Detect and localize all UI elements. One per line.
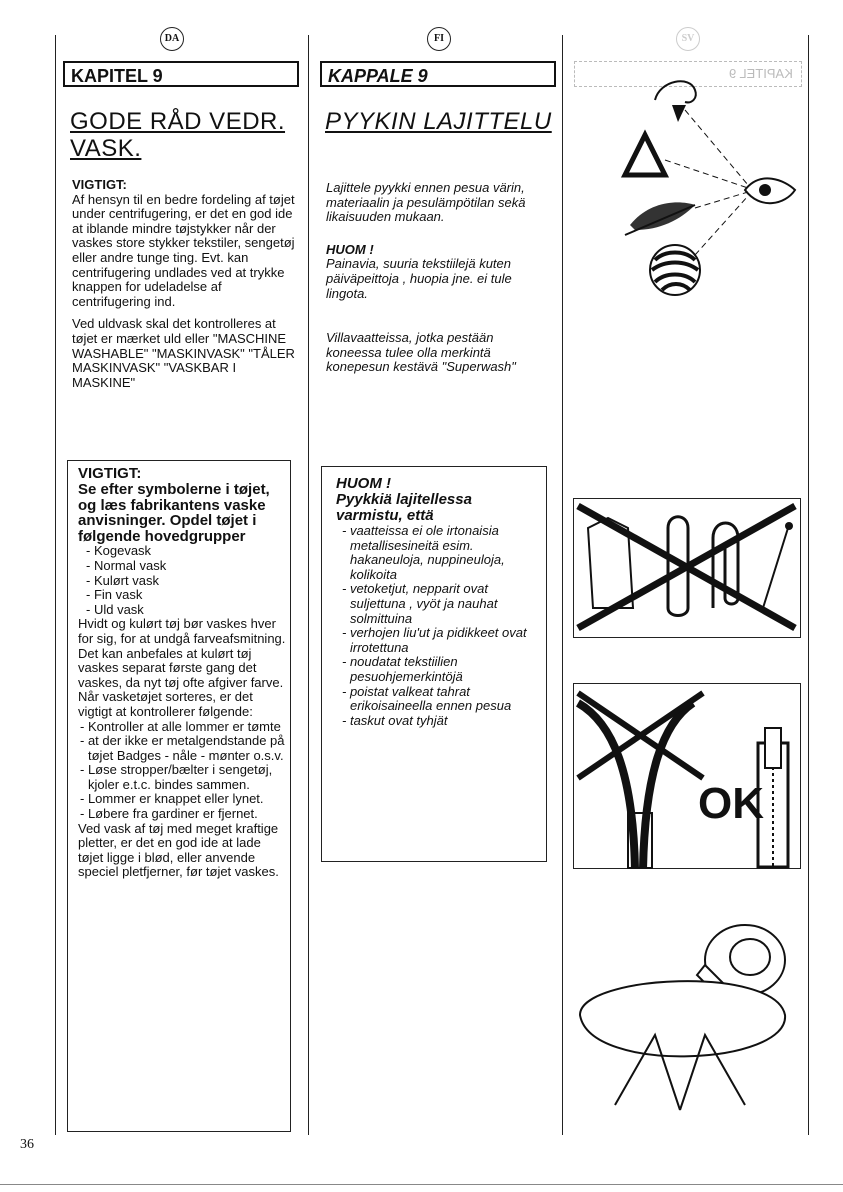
fi-checks-list [336,524,540,728]
heading-da [70,108,300,162]
box-intro: Pyykkiä lajitellessa varmistu, että [336,491,472,524]
huom-body: Painavia, suuria tekstiilejä kuten päiväpeittoja , huopia jne. ei tule lingota. [326,256,512,301]
hanger-icon [655,81,696,102]
list-item: - vaatteissa ei ole irtonaisia metallisesineitä esim. hakaneuloja, nuppineuloja, kolikoita [340,524,540,582]
column-rule-fi-sv [562,35,563,1135]
language-badge-da: DA [160,27,184,51]
list-item: - Kulørt vask [84,574,288,589]
crossed-metal-items-illustration [573,498,801,638]
list-item: - poistat valkeat tahrat erikoisaineella ennen pesua [340,685,540,714]
list-item: - taskut ovat tyhjät [340,714,540,729]
huom-title: HUOM ! [326,241,374,257]
vigtigt-section-da [72,178,300,390]
feather-icon [630,202,695,230]
chapter-label-da [63,61,299,87]
list-item: - verhojen liu'ut ja pidikkeet ovat irrotettuna [340,626,540,655]
list-item: - Kontroller at alle lommer er tømte [78,720,288,735]
list-item: - Løse stropper/bælter i sengetøj, kjoler e.t.c. bindes sammen. [78,763,288,792]
heading-fi: PYYKIN LAJITTELU [325,108,552,135]
fi-text-section [326,181,551,375]
pin-icon [763,528,788,608]
kulort-text: Hvidt og kulørt tøj bør vaskes hver for sig, for at undgå farveafsmitning. Det kan anbefales at kulørt tøj vaskes separat første gang det vaskes, da nyt tøj ofte afgiver farve. Når vasketøjet sorteres, er det vigtigt at kontrollerer følgende: [78,616,286,719]
vigtigt-body: Af hensyn til en bedre fordeling af tøjet under centrifugering, er det en god ide at iblande mindre tøjstykker når der vaskes store stykker tekstiler, sengetøj eller andre tunge ting. Evt. kan centrifugering undlades ved at trykke knappen for udeladelse af centrifugering ind. [72,191,295,309]
vigtigt-title: VIGTIGT: [72,177,127,192]
shirt-collar-icon [580,981,785,1110]
box-title: HUOM ! [336,475,391,492]
chapter-label-text: KAPITEL 9 [71,66,163,86]
list-item: - at der ikke er metalgendstande på tøjet Badges - nåle - mønter o.s.v. [78,734,288,763]
list-item: - Lommer er knappet eller lynet. [78,792,288,807]
bottom-rule [0,1184,843,1185]
list-item: - Løbere fra gardiner er fjernet. [78,807,288,822]
list-item: - Fin vask [84,588,288,603]
column-rule-left [55,35,56,1135]
language-badge-fi: FI [427,27,451,51]
chapter-label-fi [320,61,556,87]
stain-remover-illustration [575,905,803,1115]
closing-text: Ved vask af tøj med meget kraftige pletter, er det en god ide at lade tøjet ligge i blød, eller anvende speciel pletfjerner, før tøjet vaskes. [78,820,279,880]
language-badge-sv: SV [676,27,700,51]
zipper-illustration [573,683,801,869]
open-zipper-icon [578,703,693,869]
wool-ball-icon [650,245,700,295]
column-rule-right [808,35,809,1135]
column-rule-da-fi [308,35,309,1135]
sorting-symbols-illustration [600,60,800,320]
list-item: - vetoketjut, nepparit ovat suljettuna , vyöt ja nauhat solmittuina [340,582,540,626]
list-item: - Kogevask [84,544,288,559]
important-box-content-da [78,466,288,880]
intro-text: Lajittele pyykki ennen pesua värin, materiaalin ja pesulämpötilan sekä likaisuuden mukaan. [326,180,526,225]
chapter-label-sv-text: KAPITEL 9 [729,66,793,81]
list-item: - noudatat tekstiilien pesuohjemerkintöjä [340,655,540,684]
heading-line-2: VASK. [70,135,142,162]
triangle-symbol-icon [625,135,665,175]
chapter-label-text: KAPPALE 9 [328,66,428,86]
list-item: - Uld vask [84,603,288,618]
villa-text: Villavaatteissa, jotka pestään koneessa tulee olla merkintä konepesun kestävä "Superwash" [326,330,516,375]
uldvask-text: Ved uldvask skal det kontrolleres at tøjet er mærket uld eller "MASCHINE WASHABLE" "MASKINVASK" "TÅLER MASKINVASK" "VASKBAR I MASKINE" [72,316,295,390]
ok-label: OK [698,779,764,828]
list-item: - Normal vask [84,559,288,574]
box-intro: Se efter symbolerne i tøjet, og læs fabrikantens vaske anvisninger. Opdel tøjet i følgende hovedgrupper [78,481,270,545]
important-box-content-fi [336,476,540,728]
heading-line-1: GODE RÅD VEDR. [70,108,286,135]
page-number: 36 [20,1137,34,1152]
checks-list [78,720,288,822]
wash-groups-list [78,544,288,617]
box-title: VIGTIGT: [78,465,142,482]
